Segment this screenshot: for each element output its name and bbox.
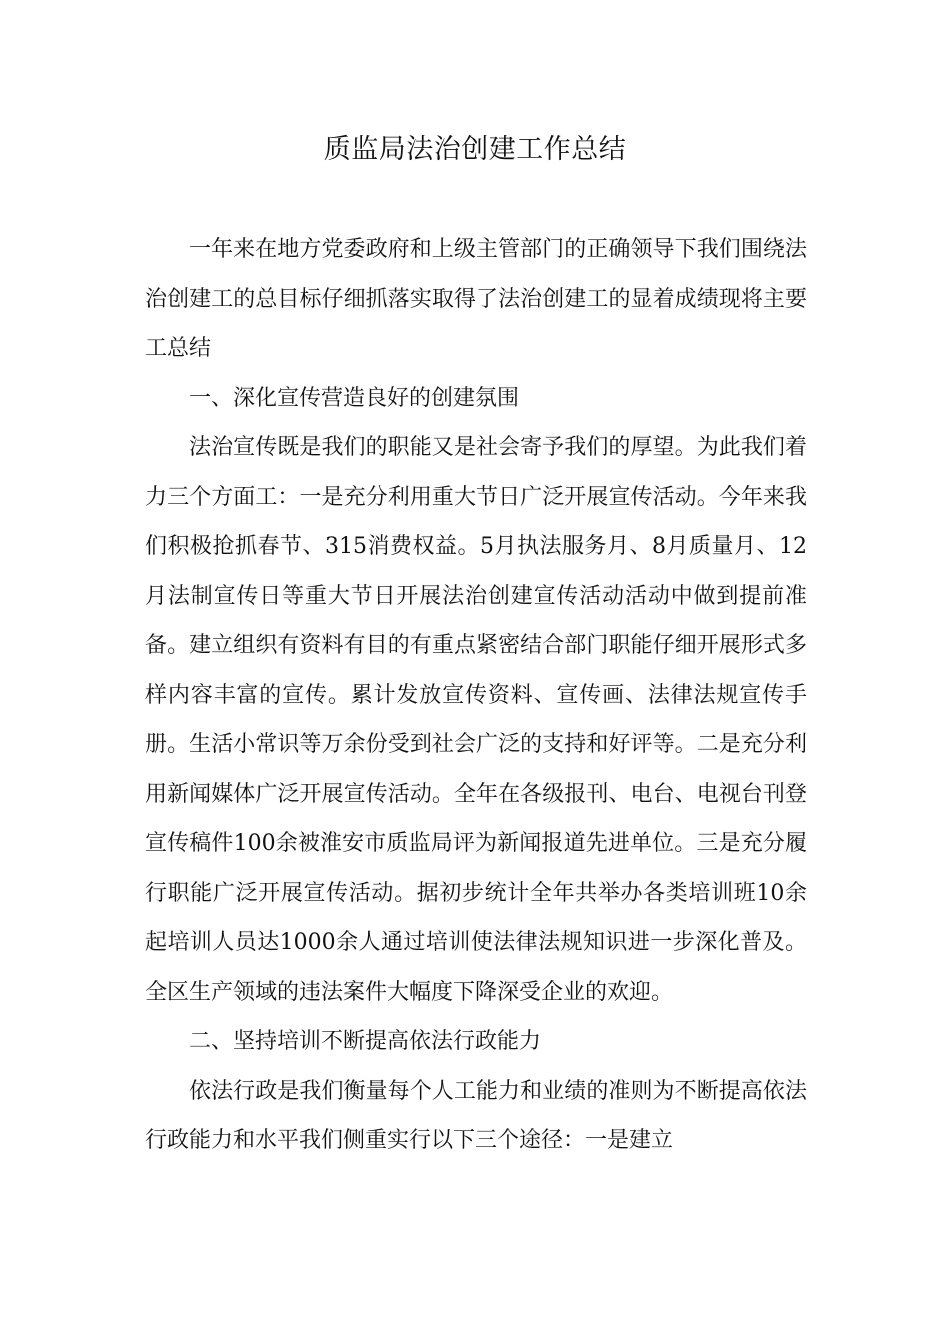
document-body [145, 225, 807, 1166]
intro-paragraph: 一年来在地方党委政府和上级主管部门的正确领导下我们围绕法治创建工的总目标仔细抓落实取得了法治创建工的显着成绩现将主要工总结 [145, 237, 807, 361]
section-heading-2: 二、坚持培训不断提高依法行政能力 [189, 1029, 542, 1054]
section-2-paragraph: 依法行政是我们衡量每个人工能力和业绩的准则为不断提高依法行政能力和水平我们侧重实行以下三个途径：一是建立 [145, 1078, 807, 1153]
section-1-paragraph: 法治宣传既是我们的职能又是社会寄予我们的厚望。为此我们着力三个方面工：一是充分利用重大节日广泛开展宣传活动。今年来我们积极抢抓春节、315消费权益。5月执法服务月、8月质量月、12月法制宣传日等重大节日开展法治创建宣传活动活动中做到提前准备。建立组织有资料有目的有重点紧密结合部门职能仔细开展形式多样内容丰富的宣传。累计发放宣传资料、宣传画、法律法规宣传手册。生活小常识等万余份受到社会广泛的支持和好评等。二是充分利用新闻媒体广泛开展宣传活动。全年在各级报刊、电台、电视台刊登宣传稿件100余被淮安市质监局评为新闻报道先进单位。三是充分履行职能广泛开展宣传活动。据初步统计全年共举办各类培训班10余起培训人员达1000余人通过培训使法律法规知识进一步深化普及。全区生产领域的违法案件大幅度下降深受企业的欢迎。 [145, 435, 807, 1005]
document-title: 质监局法治创建工作总结 [323, 134, 627, 165]
section-heading-1: 一、深化宣传营造良好的创建氛围 [189, 385, 520, 411]
